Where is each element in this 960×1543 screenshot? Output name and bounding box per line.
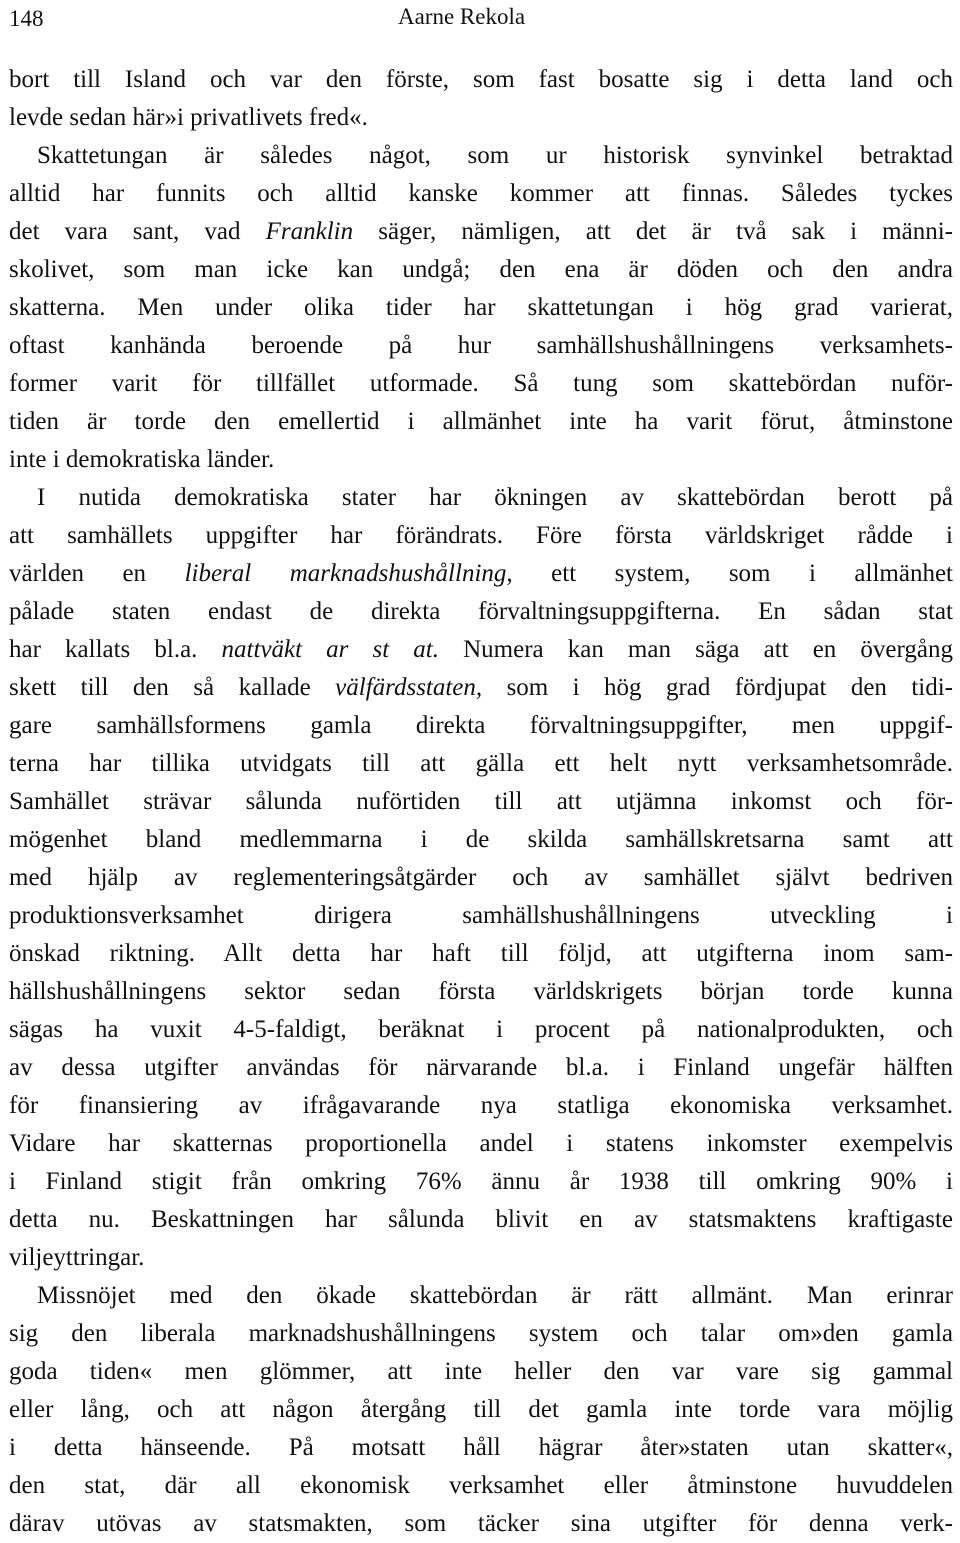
text-line: den stat, där all ekonomisk verksamhet eller åtminstone huvuddelen: [9, 1472, 953, 1499]
text-line: mögenhet bland medlemmarna i de skilda samhällskretsarna samt att: [9, 826, 953, 853]
text-line: tiden är torde den emellertid i allmänhet inte ha varit förut, åtminstone: [9, 408, 953, 435]
text-line: Skattetungan är således något, som ur historisk synvinkel betraktad: [37, 142, 953, 169]
text-line: i detta hänseende. På motsatt håll hägrar åter»staten utan skatter«,: [9, 1434, 953, 1461]
text-line: detta nu. Beskattningen har sålunda blivit en av statsmaktens kraftigaste: [9, 1206, 953, 1233]
text-segment: ett system, som i allmänhet: [512, 560, 954, 587]
text-line: [9, 213, 953, 251]
body-text: [9, 61, 953, 1543]
text-line: oftast kanhända beroende på hur samhällshushållningens verksamhets-: [9, 332, 953, 359]
text-line: gare samhällsformens gamla direkta förvaltningsuppgifter, men uppgif-: [9, 712, 953, 739]
text-line: [9, 669, 953, 707]
text-line: skatterna. Men under olika tider har skattetungan i hög grad varierat,: [9, 294, 953, 321]
text-line: sägas ha vuxit 4-5-faldigt, beräknat i procent på nationalprodukten, och: [9, 1016, 953, 1043]
text-line: med hjälp av reglementeringsåtgärder och av samhället självt bedriven: [9, 864, 953, 891]
text-line: former varit för tillfället utformade. Så tung som skattebördan nuför-: [9, 370, 953, 397]
text-segment: det vara sant, vad: [9, 218, 266, 245]
emphasis-text: Franklin: [265, 218, 354, 245]
text-line: hällshushållningens sektor sedan första världskrigets början torde kunna: [9, 978, 953, 1005]
text-line: sig den liberala marknadshushållningens system och talar om»den gamla: [9, 1320, 953, 1347]
text-segment: säger, nämligen, att det är två sak i männi-: [353, 218, 953, 245]
text-line: för finansiering av ifrågavarande nya statliga ekonomiska verksamhet.: [9, 1092, 953, 1119]
text-line: därav utövas av statsmakten, som täcker sina utgifter för denna verk-: [9, 1510, 953, 1537]
text-line: Vidare har skatternas proportionella andel i statens inkomster exempelvis: [9, 1130, 953, 1157]
emphasis-text: nattväkt ar st at.: [221, 636, 439, 663]
text-line: att samhällets uppgifter har förändrats. Före första världskriget rådde i: [9, 522, 953, 549]
text-segment: skett till den så kallade: [9, 674, 336, 701]
running-head: Aarne Rekola: [398, 4, 526, 29]
emphasis-text: liberal marknadshushållning,: [184, 560, 513, 587]
text-line: bort till Island och var den förste, som fast bosatte sig i detta land och: [9, 66, 953, 93]
text-segment: har kallats bl.a.: [9, 636, 222, 663]
text-line: viljeyttringar.: [9, 1244, 145, 1271]
text-segment: världen en: [9, 560, 185, 587]
text-line: goda tiden« men glömmer, att inte heller den var vare sig gammal: [9, 1358, 953, 1385]
text-line: av dessa utgifter användas för närvarande bl.a. i Finland ungefär hälften: [9, 1054, 953, 1081]
text-line: skolivet, som man icke kan undgå; den ena är döden och den andra: [9, 256, 953, 283]
text-line: Samhället strävar sålunda nuförtiden till att utjämna inkomst och för-: [9, 788, 953, 815]
text-line: I nutida demokratiska stater har ökningen av skattebördan berott på: [37, 484, 953, 511]
text-line: terna har tillika utvidgats till att gälla ett helt nytt verksamhetsområde.: [9, 750, 953, 777]
text-line: Missnöjet med den ökade skattebördan är rätt allmänt. Man erinrar: [37, 1282, 953, 1309]
text-line: önskad riktning. Allt detta har haft till följd, att utgifterna inom sam-: [9, 940, 953, 967]
text-segment: som i hög grad fördjupat den tidi-: [482, 674, 953, 701]
emphasis-text: välfärdsstaten,: [335, 674, 483, 701]
text-segment: Numera kan man säga att en övergång: [439, 636, 953, 663]
text-line: inte i demokratiska länder.: [9, 446, 275, 473]
text-line: levde sedan här»i privatlivets fred«.: [9, 104, 368, 131]
text-line: alltid har funnits och alltid kanske kommer att finnas. Således tyckes: [9, 180, 953, 207]
text-line: eller lång, och att någon återgång till det gamla inte torde vara möjlig: [9, 1396, 953, 1423]
text-line: produktionsverksamhet dirigera samhällshushållningens utveckling i: [9, 902, 953, 929]
page-number: 148: [9, 6, 44, 31]
text-line: [9, 631, 953, 669]
text-line: i Finland stigit från omkring 76% ännu år 1938 till omkring 90% i: [9, 1168, 953, 1195]
text-line: pålade staten endast de direkta förvaltningsuppgifterna. En sådan stat: [9, 598, 953, 625]
page-header: [0, 0, 960, 40]
text-line: [9, 555, 953, 593]
